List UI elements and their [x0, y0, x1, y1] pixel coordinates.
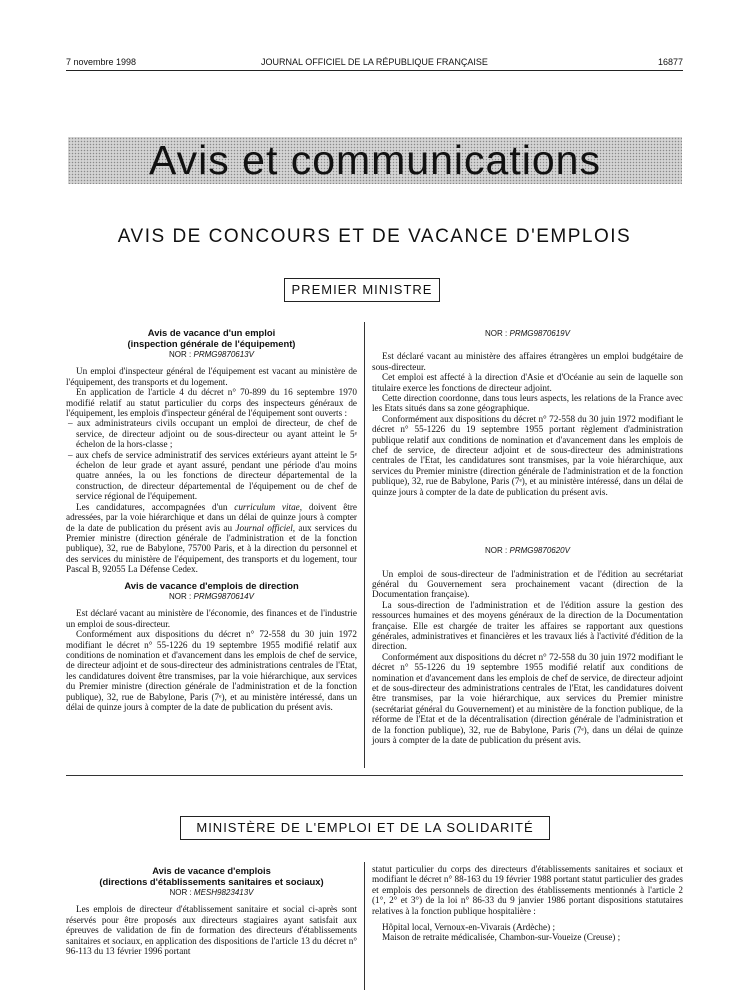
- banner-title: Avis et communications: [149, 137, 601, 183]
- ministry-heading-premier-ministre: PREMIER MINISTRE: [284, 278, 440, 302]
- list-item: – aux chefs de service administratif des services extérieurs ayant atteint le 5ᵉ échelon de leur grade et ayant assuré, pendant une période d'au moins quatre années, la ou les fonctions de directeur départemental de la construction, de directeur départemental de l'équipement ou de chef de service régional de l'équipement.: [68, 449, 357, 502]
- list-item: – aux administrateurs civils occupant un emploi de directeur, de chef de service, de directeur adjoint ou de sous-directeur ou ayant atteint le 5ᵉ échelon de la hors-classe ;: [68, 418, 357, 450]
- notice-subtitle: (directions d'établissements sanitaires et sociaux): [99, 875, 324, 887]
- ministry-heading-emploi-solidarite: MINISTÈRE DE L'EMPLOI ET DE LA SOLIDARITÉ: [180, 816, 550, 840]
- bullet-list: [66, 418, 357, 501]
- paragraph: Conformément aux dispositions du décret n° 72-558 du 30 juin 1972 modifiant le décret n° 55-1226 du 19 septembre 1955 portant règlement d'administration publique relatif aux conditions de nomination et d'avancement dans les emplois de chef de service, de directeur adjoint et de sous-directeur des administrations centrales de l'Etat, les candidatures sont transmises, par la voie hiérarchique, aux services du Premier ministre (direction générale de l'administration et de la fonction publique), 32, rue de Babylone, Paris (7ᵉ), et au ministère intéressé, dans un délai de quinze jours à compter de la date de publication du présent avis.: [372, 413, 683, 497]
- running-header: [66, 57, 683, 71]
- paragraph: Cet emploi est affecté à la direction d'Asie et d'Océanie au sein de laquelle son titulaire exerce les fonctions de directeur adjoint.: [372, 372, 683, 393]
- paragraph: Les candidatures, accompagnées d'un curriculum vitae, doivent être adressées, par la voie hiérarchique et dans un délai de quinze jours à compter de la date de publication du présent avis au Journal officiel, aux services du Premier ministre (direction générale de l'administration et de la fonction publique), 32, rue de Babylone, 75700 Paris, et à la direction du personnel et des services du ministère de l'équipement, des transports et du logement, tour Pascal B, 92055 La Défense Cedex.: [66, 501, 358, 575]
- paragraph: Conformément aux dispositions du décret n° 72-558 du 30 juin 1972 modifiant le décret n° 55-1226 du 19 septembre 1955 modifié relatif aux conditions de nomination et d'avancement dans les emplois de chef de service, de directeur adjoint et de sous-directeur des administrations centrales de l'Etat, les candidatures doivent être transmises, par la voie hiérarchique, aux services du Premier ministre (direction générale de l'administration et de la fonction publique), 32, rue de Babylone, Paris (7ᵉ), et au ministère intéressé, dans un délai de quinze jours à compter de la date de publication du présent avis.: [66, 629, 357, 713]
- notice-title: Avis de vacance d'un emploi: [147, 327, 276, 338]
- paragraph: Les emplois de directeur d'établissement sanitaire et social ci-après sont réservés pour être proposés aux directeurs stagiaires ayant satisfait aux épreuves de validation de fin de formation des directeurs d'établissements sanitaires et sociaux, en application des dispositions de l'article 13 du décret n° 96-113 du 13 février 1996 portant: [66, 904, 357, 957]
- nor-reference: NOR : PRMG9870613V: [169, 350, 254, 359]
- notice-title: Avis de vacance d'emplois: [152, 865, 271, 876]
- nor-reference: NOR : MESH9823413V: [169, 888, 254, 897]
- issue-date: 7 novembre 1998: [66, 57, 137, 67]
- paragraph: Est déclaré vacant au ministère des affaires étrangères un emploi budgétaire de sous-directeur.: [372, 351, 683, 372]
- journal-title: JOURNAL OFFICIEL DE LA RÉPUBLIQUE FRANÇAISE: [261, 57, 488, 67]
- notice-subtitle: (inspection générale de l'équipement): [127, 337, 296, 349]
- column-right: [372, 328, 683, 745]
- column-divider: [364, 862, 365, 990]
- paragraph: La sous-direction de l'administration et de l'édition assure la gestion des ressources humaines et des moyens généraux de la direction de la Documentation française. Elle est chargée de traiter les affaires se rapportant aux questions générales, administratives et financières et les travaux liés à l'activité d'édition de la direction.: [372, 599, 683, 652]
- paragraph: Un emploi d'inspecteur général de l'équipement est vacant au ministère de l'équipement, des transports et du logement.: [66, 366, 357, 387]
- header-rule: [66, 70, 683, 71]
- paragraph: Conformément aux dispositions du décret n° 72-558 du 30 juin 1972 modifiant le décret n° 55-1226 du 19 septembre 1955 modifié relatif aux conditions de nomination et d'avancement dans les emplois de chef de service, de directeur adjoint et de sous-directeur des administrations centrales de l'Etat, les candidatures doivent être transmises, par la voie hiérarchique, aux services du Premier ministre (secrétariat général du Gouvernement) et au ministère de la fonction publique, de la réforme de l'Etat et de la décentralisation (direction générale de l'administration et de la fonction publique), 32, rue de Babylone, Paris (7ᵉ), dans un délai de quinze jours à compter de la date de publication du présent avis.: [372, 651, 683, 745]
- nor-reference: NOR : PRMG9870619V: [485, 329, 570, 338]
- list-item: Hôpital local, Vernoux-en-Vivarais (Ardèche) ;: [382, 922, 556, 933]
- nor-reference: NOR : PRMG9870620V: [485, 546, 570, 556]
- column-left: [66, 328, 357, 713]
- nor-reference: NOR : PRMG9870614V: [169, 592, 254, 602]
- paragraph: Est déclaré vacant au ministère de l'économie, des finances et de l'industrie un emploi de sous-directeur.: [66, 608, 357, 629]
- column-right-lower: [372, 864, 683, 943]
- notice-title: Avis de vacance d'emplois de direction: [124, 579, 299, 591]
- list-item: Maison de retraite médicalisée, Chambon-sur-Voueize (Creuse) ;: [382, 932, 621, 943]
- paragraph: Cette direction coordonne, dans tous leurs aspects, les relations de la France avec les Etats situés dans sa zone géographique.: [372, 393, 683, 414]
- section-rule: [66, 775, 683, 776]
- paragraph: En application de l'article 4 du décret n° 70-899 du 16 septembre 1970 modifié relatif au statut particulier du corps des inspecteurs généraux de l'équipement, les emplois d'inspecteur général de l'équipement sont ouverts :: [66, 387, 357, 419]
- paragraph: statut particulier du corps des directeurs d'établissements sanitaires et sociaux et modifiant le décret n° 88-163 du 19 février 1988 portant statut particulier des grades et emplois des personnels de direction des établissements mentionnés à l'article 2 (1°, 2° et 3°) de la loi n° 86-33 du 9 janvier 1986 portant dispositions statutaires relatives à la fonction publique hospitalière :: [372, 864, 683, 916]
- column-divider: [364, 322, 365, 768]
- page-number: 16877: [657, 57, 683, 67]
- section-title: AVIS DE CONCOURS ET DE VACANCE D'EMPLOIS: [117, 226, 632, 247]
- column-left-lower: [66, 866, 357, 956]
- paragraph: Un emploi de sous-directeur de l'administration et de l'édition au secrétariat général du Gouvernement sera prochainement vacant (direction de la Documentation française).: [372, 568, 683, 600]
